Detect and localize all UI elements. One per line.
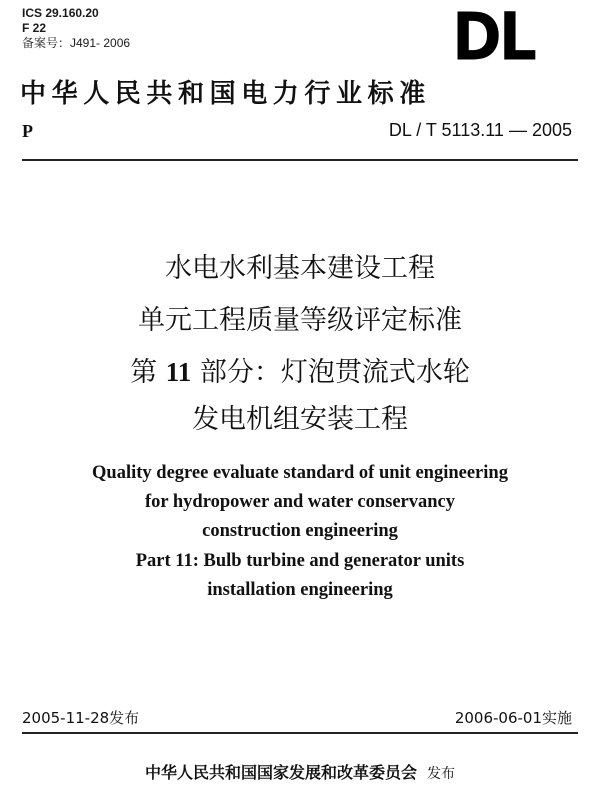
issue-date: 2005-11-28发布 [22, 709, 140, 727]
cn-title-line-3 [0, 352, 600, 393]
dl-logo: DL [452, 0, 535, 76]
issuer-name: 中华人民共和国国家发展和改革委员会 [144, 763, 417, 782]
cn-title-line-3-number: 11 [165, 357, 192, 387]
category-letter: P [22, 121, 33, 141]
ics-code: ICS 29.160.20 [22, 6, 99, 20]
en-title-line-1: Quality degree evaluate standard of unit engineering [92, 463, 508, 483]
category-code: F 22 [22, 21, 47, 35]
record-number: 备案号：J491- 2006 [22, 36, 131, 50]
header-divider [22, 159, 578, 161]
en-title-line-4: Part 11: Bulb turbine and generator units [135, 551, 465, 571]
cn-title-line-3-suffix: 部分：灯泡贯流式水轮 [199, 357, 470, 388]
en-title-line-5: installation engineering [207, 580, 393, 600]
cn-title-line-4: 发电机组安装工程 [192, 404, 408, 435]
cn-title-line-1: 水电水利基本建设工程 [165, 253, 435, 284]
cn-title-line-2: 单元工程质量等级评定标准 [138, 305, 462, 336]
effective-date: 2006-06-01实施 [454, 709, 572, 727]
standard-number: DL / T 5113.11 — 2005 [388, 120, 572, 140]
issuer [0, 762, 600, 785]
en-title-line-3: construction engineering [202, 521, 398, 541]
header-title: 中华人民共和国电力行业标准 [20, 79, 431, 109]
en-title-line-2: for hydropower and water conservancy [144, 492, 456, 512]
issuer-suffix: 发布 [427, 766, 455, 782]
cn-title-line-3-prefix: 第 [130, 357, 158, 388]
footer-divider [22, 732, 578, 734]
